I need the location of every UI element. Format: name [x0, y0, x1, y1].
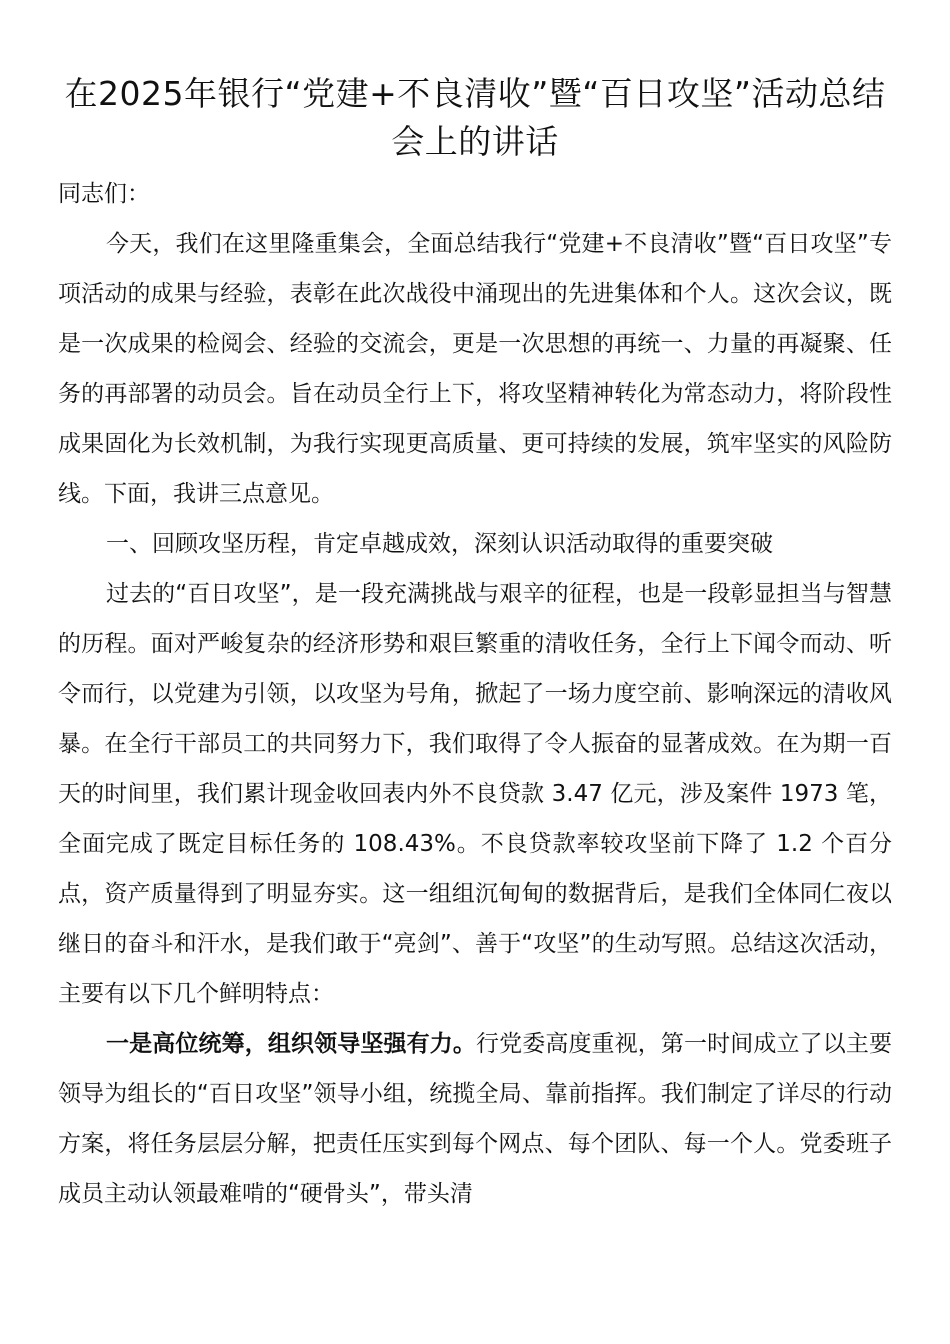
document-title: 在2025年银行“党建+不良清收”暨“百日攻坚”活动总结会上的讲话 — [64, 74, 886, 161]
point-one-paragraph — [58, 1019, 892, 1219]
point-one-body: 行党委高度重视，第一时间成立了以主要领导为组长的“百日攻坚”领导小组，统揽全局、靠前指挥。我们制定了详尽的行动方案，将任务层层分解，把责任压实到每个网点、每个团队、每一个人。党委班子成员主动认领最难啃的“硬骨头”，带头清 — [58, 1031, 893, 1207]
salutation: 同志们： — [58, 181, 150, 207]
section-one-heading: 一、回顾攻坚历程，肯定卓越成效，深刻认识活动取得的重要突破 — [106, 531, 773, 557]
point-one-lead: 一是高位统筹，组织领导坚强有力。 — [106, 1031, 476, 1057]
section-one-paragraph: 过去的“百日攻坚”，是一段充满挑战与艰辛的征程，也是一段彰显担当与智慧的历程。面对严峻复杂的经济形势和艰巨繁重的清收任务，全行上下闻令而动、听令而行，以党建为引领，以攻坚为号角，掀起了一场力度空前、影响深远的清收风暴。在全行干部员工的共同努力下，我们取得了令人振奋的显著成效。在为期一百天的时间里，我们累计现金收回表内外不良贷款 3.47 亿元，涉及案件 1973 笔，全面完成了既定目标任务的 108.43%。不良贷款率较攻坚前下降了 1.2 个百分点，资产质量得到了明显夯实。这一组组沉甸甸的数据背后，是我们全体同仁夜以继日的奋斗和汗水，是我们敢于“亮剑”、善于“攻坚”的生动写照。总结这次活动，主要有以下几个鲜明特点： — [58, 581, 892, 1007]
intro-paragraph: 今天，我们在这里隆重集会，全面总结我行“党建+不良清收”暨“百日攻坚”专项活动的成果与经验，表彰在此次战役中涌现出的先进集体和个人。这次会议，既是一次成果的检阅会、经验的交流会，更是一次思想的再统一、力量的再凝聚、任务的再部署的动员会。旨在动员全行上下，将攻坚精神转化为常态动力，将阶段性成果固化为长效机制，为我行实现更高质量、更可持续的发展，筑牢坚实的风险防线。下面，我讲三点意见。 — [58, 231, 892, 507]
document-page — [58, 70, 892, 1219]
